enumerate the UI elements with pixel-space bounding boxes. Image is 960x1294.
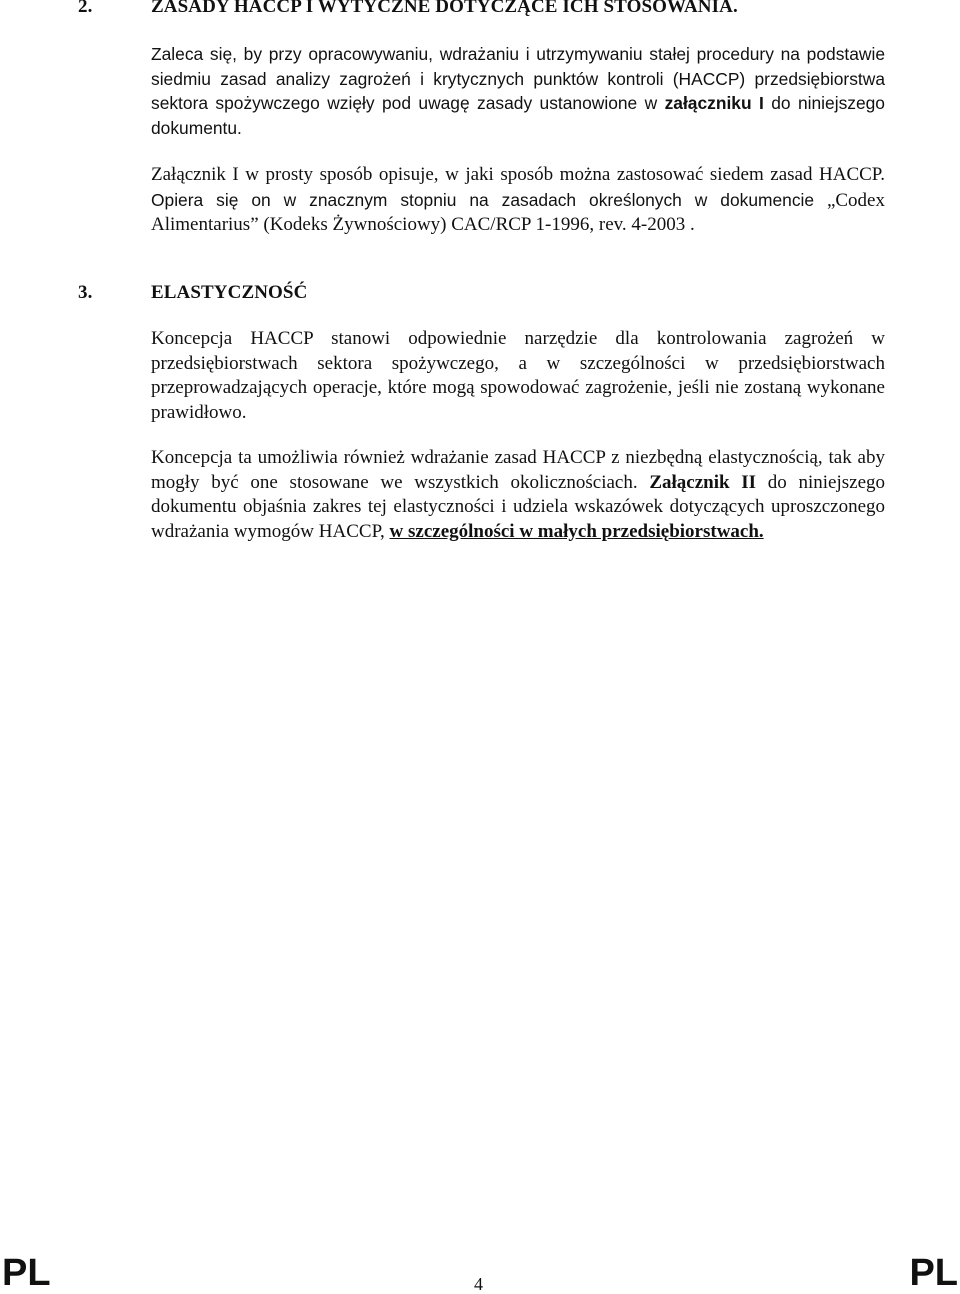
paragraph-text: Zaleca się, by przy opracowywaniu, wdrażaniu i utrzymywaniu stałej procedury na podstawie siedmiu zasad analizy zagrożeń i krytycznych punktów kontroli (HACCP) przedsiębiorstwa sektora spożywczego wzięły pod uwagę zasady ustanowione w (151, 44, 885, 113)
paragraph-text: do niniejszego dokumentu. (151, 93, 885, 138)
paragraph-haccp-concept (151, 327, 885, 425)
annex-reference: załączniku I (664, 93, 764, 113)
section-number: 3. (78, 282, 93, 303)
section-title: ZASADY HACCP I WYTYCZNE DOTYCZĄCE ICH STOSOWANIA. (151, 0, 738, 17)
footer-language-right: PL (909, 1252, 958, 1294)
page-number: 4 (474, 1274, 483, 1294)
paragraph-flexibility (151, 446, 885, 544)
paragraph-text: Koncepcja ta umożliwia również wdrażanie zasad HACCP z niezbędną elastycznością, tak aby mogły być one stosowane we wszystkich okolicznościach. (151, 447, 885, 493)
paragraph-text: Koncepcja HACCP stanowi odpowiednie narzędzie dla kontrolowania zagrożeń w przedsiębiorstwach sektora spożywczego, a w szczególności w przedsiębiorstwach przeprowadzających operacje, które mogą spowodować zagrożenie, jeśli nie zostaną wykonane prawidłowo. (151, 328, 885, 423)
paragraph-haccp-principles (151, 42, 885, 140)
annex-reference: Załącznik II (649, 471, 757, 493)
paragraph-annex-description (151, 163, 885, 238)
section-title: ELASTYCZNOŚĆ (151, 282, 308, 303)
footer-language-left: PL (2, 1252, 51, 1294)
paragraph-text: Załącznik I w prosty sposób opisuje, w jaki sposób można zastosować siedem zasad HACCP. (151, 164, 885, 185)
paragraph-text: „Codex Alimentarius” (Kodeks Żywnościowy) CAC/RCP 1-1996, rev. 4-2003 . (151, 189, 885, 235)
paragraph-text: do niniejszego dokumentu objaśnia zakres tej elastyczności i udziela wskazówek dotyczących uproszczonego wdrażania wymogów HACCP, (151, 471, 886, 542)
paragraph-text: Opiera się on w znacznym stopniu na zasadach określonych w dokumencie (151, 189, 815, 210)
emphasis-small-enterprises: w szczególności w małych przedsiębiorstwach. (389, 520, 764, 542)
section-number: 2. (78, 0, 93, 17)
